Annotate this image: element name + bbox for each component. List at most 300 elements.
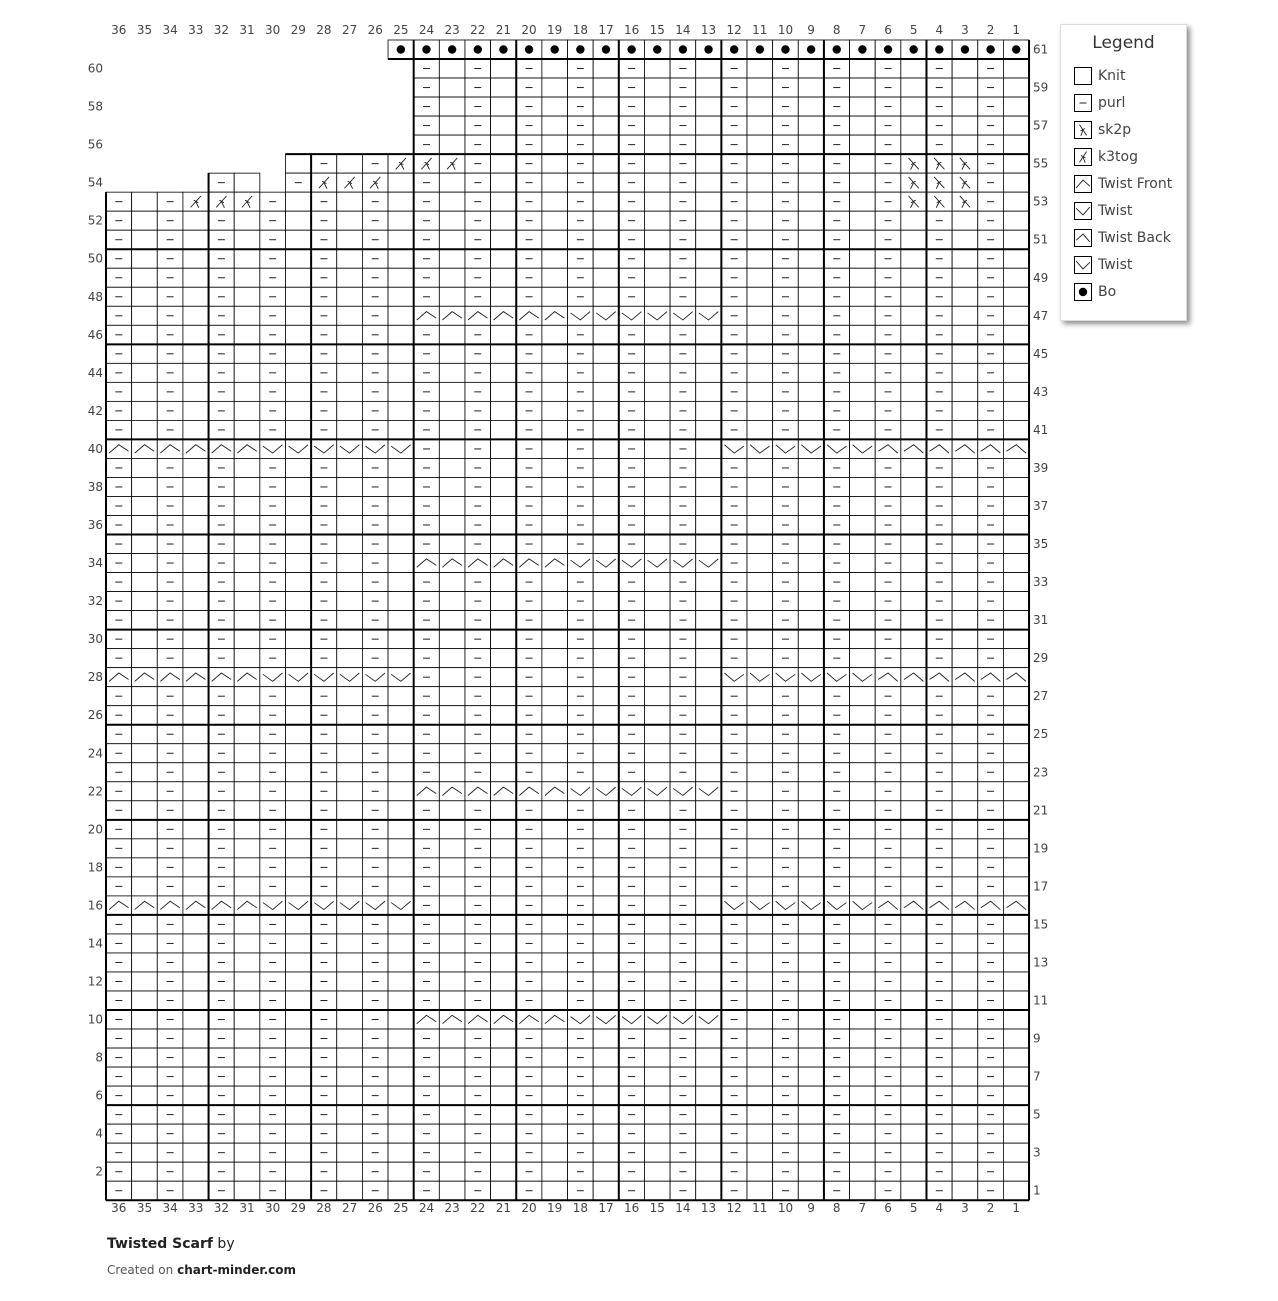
stitch-cell <box>747 173 773 192</box>
cell-box <box>798 382 824 401</box>
cell-box <box>593 687 619 706</box>
cell-box <box>901 116 927 135</box>
stitch-cell <box>593 363 619 382</box>
cell-box <box>696 649 722 668</box>
cell-box <box>798 706 824 725</box>
cell-box <box>1003 477 1029 496</box>
stitch-cell <box>542 344 568 363</box>
cell-box <box>491 477 517 496</box>
stitch-cell <box>362 820 388 839</box>
cell-box <box>952 535 978 554</box>
cell-box <box>952 516 978 535</box>
cell-box <box>183 363 209 382</box>
stitch-cell <box>773 496 799 515</box>
cell-box <box>798 211 824 230</box>
stitch-cell <box>362 839 388 858</box>
stitch-cell <box>260 306 286 325</box>
stitch-cell <box>978 934 1004 953</box>
cell-box <box>901 382 927 401</box>
stitch-cell <box>721 630 747 649</box>
cell-box <box>491 801 517 820</box>
stitch-cell <box>285 934 311 953</box>
stitch-cell <box>260 668 286 687</box>
stitch-cell <box>209 325 235 344</box>
stitch-cell <box>670 649 696 668</box>
stitch-cell <box>491 477 517 496</box>
stitch-cell <box>798 592 824 611</box>
cell-box <box>234 668 260 687</box>
stitch-cell <box>1003 344 1029 363</box>
stitch-cell <box>721 401 747 420</box>
stitch-cell <box>516 706 542 725</box>
stitch-cell <box>388 592 414 611</box>
stitch-cell <box>875 344 901 363</box>
stitch-cell <box>824 458 850 477</box>
stitch-cell <box>311 782 337 801</box>
cell-box <box>183 344 209 363</box>
stitch-cell <box>260 477 286 496</box>
stitch-cell <box>132 192 158 211</box>
cell-box <box>516 782 542 801</box>
cell-box <box>619 554 645 573</box>
cell-box <box>901 592 927 611</box>
cell-box <box>209 896 235 915</box>
stitch-cell <box>952 116 978 135</box>
stitch-cell <box>568 668 594 687</box>
stitch-cell <box>542 306 568 325</box>
stitch-cell <box>260 458 286 477</box>
stitch-cell <box>721 287 747 306</box>
stitch-cell <box>593 401 619 420</box>
stitch-cell <box>875 458 901 477</box>
bind-off-stitch <box>884 45 892 53</box>
stitch-cell <box>516 611 542 630</box>
stitch-cell <box>362 516 388 535</box>
stitch-cell <box>465 154 491 173</box>
stitch-cell <box>670 516 696 535</box>
stitch-cell <box>414 858 440 877</box>
stitch-cell <box>824 535 850 554</box>
stitch-cell <box>388 896 414 915</box>
stitch-cell <box>644 135 670 154</box>
cell-box <box>798 306 824 325</box>
stitch-cell <box>234 839 260 858</box>
cell-box <box>952 116 978 135</box>
cell-box <box>465 782 491 801</box>
stitch-cell <box>1003 592 1029 611</box>
stitch-cell <box>901 230 927 249</box>
stitch-cell <box>670 725 696 744</box>
stitch-cell <box>568 725 594 744</box>
stitch-cell <box>234 173 260 192</box>
stitch-cell <box>337 420 363 439</box>
stitch-cell <box>644 116 670 135</box>
stitch-cell <box>978 439 1004 458</box>
cell-box <box>747 230 773 249</box>
stitch-cell <box>798 858 824 877</box>
stitch-cell <box>311 344 337 363</box>
stitch-cell <box>593 763 619 782</box>
cell-box <box>337 325 363 344</box>
cell-box <box>388 687 414 706</box>
stitch-cell <box>311 477 337 496</box>
stitch-cell <box>234 611 260 630</box>
cell-box <box>234 268 260 287</box>
cell-box <box>696 782 722 801</box>
stitch-cell <box>619 744 645 763</box>
stitch-cell <box>285 211 311 230</box>
stitch-cell <box>157 934 183 953</box>
cell-box <box>850 687 876 706</box>
cell-box <box>901 97 927 116</box>
stitch-cell <box>721 516 747 535</box>
stitch-cell <box>747 192 773 211</box>
cell-box <box>1003 573 1029 592</box>
stitch-cell <box>875 668 901 687</box>
cell-box <box>491 573 517 592</box>
stitch-cell <box>157 535 183 554</box>
cell-box <box>491 268 517 287</box>
stitch-cell <box>234 915 260 934</box>
cell-box <box>747 439 773 458</box>
stitch-cell <box>696 896 722 915</box>
stitch-cell <box>542 287 568 306</box>
cell-box <box>439 782 465 801</box>
stitch-cell <box>542 915 568 934</box>
stitch-cell <box>311 725 337 744</box>
cell-box <box>234 287 260 306</box>
stitch-cell <box>337 896 363 915</box>
cell-box <box>952 915 978 934</box>
stitch-cell <box>311 934 337 953</box>
cell-box <box>670 306 696 325</box>
stitch-cell <box>875 135 901 154</box>
stitch-cell <box>568 839 594 858</box>
stitch-cell <box>926 439 952 458</box>
stitch-cell <box>952 192 978 211</box>
cell-box <box>568 554 594 573</box>
stitch-cell <box>798 325 824 344</box>
stitch-cell <box>952 78 978 97</box>
cell-box <box>696 59 722 78</box>
stitch-cell <box>824 516 850 535</box>
stitch-cell <box>311 649 337 668</box>
stitch-cell <box>209 573 235 592</box>
stitch-cell <box>491 934 517 953</box>
stitch-cell <box>362 706 388 725</box>
stitch-cell <box>670 496 696 515</box>
stitch-cell <box>362 782 388 801</box>
stitch-cell <box>568 59 594 78</box>
stitch-cell <box>157 420 183 439</box>
stitch-cell <box>747 306 773 325</box>
stitch-cell <box>644 573 670 592</box>
cell-box <box>132 344 158 363</box>
cell-box <box>234 725 260 744</box>
stitch-cell <box>311 401 337 420</box>
stitch-cell <box>798 306 824 325</box>
stitch-cell <box>414 268 440 287</box>
stitch-cell <box>747 820 773 839</box>
stitch-cell <box>773 516 799 535</box>
stitch-cell <box>491 782 517 801</box>
cell-box <box>439 592 465 611</box>
stitch-cell <box>157 801 183 820</box>
stitch-cell <box>362 306 388 325</box>
cell-box <box>516 554 542 573</box>
stitch-cell <box>824 97 850 116</box>
stitch-cell <box>157 516 183 535</box>
stitch-cell <box>619 896 645 915</box>
stitch-cell <box>670 763 696 782</box>
stitch-cell <box>516 325 542 344</box>
cell-box <box>132 839 158 858</box>
cell-box <box>850 611 876 630</box>
stitch-cell <box>157 287 183 306</box>
stitch-cell <box>875 78 901 97</box>
bind-off-stitch <box>474 45 482 53</box>
stitch-cell <box>978 363 1004 382</box>
stitch-cell <box>901 516 927 535</box>
stitch-cell <box>850 439 876 458</box>
cell-box <box>132 630 158 649</box>
stitch-cell <box>798 687 824 706</box>
cell-box <box>491 839 517 858</box>
cell-box <box>747 820 773 839</box>
stitch-cell <box>132 782 158 801</box>
stitch-cell <box>157 839 183 858</box>
stitch-cell <box>644 59 670 78</box>
stitch-cell <box>824 40 850 59</box>
stitch-cell <box>1003 135 1029 154</box>
stitch-cell <box>337 763 363 782</box>
cell-box <box>696 306 722 325</box>
stitch-cell <box>414 97 440 116</box>
cell-box <box>132 725 158 744</box>
stitch-cell <box>106 325 132 344</box>
cell-box <box>132 268 158 287</box>
stitch-cell <box>516 154 542 173</box>
stitch-cell <box>593 782 619 801</box>
cell-box <box>337 401 363 420</box>
cell-box <box>747 420 773 439</box>
cell-box <box>234 820 260 839</box>
stitch-cell <box>901 687 927 706</box>
cell-box <box>491 249 517 268</box>
cell-box <box>644 763 670 782</box>
cell-box <box>439 344 465 363</box>
stitch-cell <box>516 59 542 78</box>
stitch-cell <box>234 516 260 535</box>
stitch-cell <box>593 59 619 78</box>
stitch-cell <box>388 268 414 287</box>
stitch-cell <box>670 78 696 97</box>
stitch-cell <box>439 877 465 896</box>
cell-box <box>337 192 363 211</box>
cell-box <box>901 934 927 953</box>
stitch-cell <box>850 154 876 173</box>
cell-box <box>747 135 773 154</box>
stitch-cell <box>696 820 722 839</box>
stitch-cell <box>388 858 414 877</box>
stitch-cell <box>1003 363 1029 382</box>
cell-box <box>542 287 568 306</box>
stitch-cell <box>696 78 722 97</box>
stitch-cell <box>209 611 235 630</box>
stitch-cell <box>439 896 465 915</box>
cell-box <box>439 630 465 649</box>
stitch-cell <box>901 382 927 401</box>
stitch-cell <box>542 839 568 858</box>
stitch-cell <box>696 249 722 268</box>
stitch-cell <box>850 763 876 782</box>
cell-box <box>901 477 927 496</box>
stitch-cell <box>670 287 696 306</box>
cell-box <box>183 249 209 268</box>
stitch-cell <box>747 668 773 687</box>
cell-box <box>491 592 517 611</box>
stitch-cell <box>824 782 850 801</box>
cell-box <box>696 97 722 116</box>
cell-box <box>696 934 722 953</box>
stitch-cell <box>285 382 311 401</box>
cell-box <box>388 649 414 668</box>
cell-box <box>1003 592 1029 611</box>
stitch-cell <box>875 630 901 649</box>
cell-box <box>644 268 670 287</box>
stitch-cell <box>824 858 850 877</box>
cell-box <box>696 573 722 592</box>
stitch-cell <box>747 858 773 877</box>
cell-box <box>183 516 209 535</box>
stitch-cell <box>132 458 158 477</box>
cell-box <box>439 135 465 154</box>
stitch-cell <box>568 116 594 135</box>
stitch-cell <box>798 535 824 554</box>
cell-box <box>388 268 414 287</box>
cell-box <box>798 249 824 268</box>
cell-box <box>593 611 619 630</box>
stitch-cell <box>952 420 978 439</box>
stitch-cell <box>824 668 850 687</box>
stitch-cell <box>824 420 850 439</box>
cell-box <box>439 496 465 515</box>
cell-box <box>439 401 465 420</box>
stitch-cell <box>747 496 773 515</box>
cell-box <box>952 858 978 877</box>
stitch-cell <box>337 325 363 344</box>
stitch-cell <box>824 344 850 363</box>
stitch-cell <box>875 801 901 820</box>
stitch-cell <box>465 306 491 325</box>
cell-box <box>234 592 260 611</box>
stitch-cell <box>439 801 465 820</box>
cell-box <box>491 325 517 344</box>
stitch-cell <box>516 135 542 154</box>
stitch-cell <box>926 896 952 915</box>
cell-box <box>850 915 876 934</box>
cell-box <box>183 630 209 649</box>
stitch-cell <box>285 820 311 839</box>
stitch-cell <box>850 59 876 78</box>
stitch-cell <box>465 496 491 515</box>
stitch-cell <box>285 363 311 382</box>
stitch-cell <box>978 915 1004 934</box>
stitch-cell <box>824 877 850 896</box>
stitch-cell <box>568 173 594 192</box>
stitch-cell <box>670 230 696 249</box>
stitch-cell <box>516 496 542 515</box>
cell-box <box>747 249 773 268</box>
stitch-cell <box>439 40 465 59</box>
stitch-cell <box>773 325 799 344</box>
cell-box <box>619 306 645 325</box>
stitch-cell <box>901 820 927 839</box>
cell-box <box>285 325 311 344</box>
stitch-cell <box>414 135 440 154</box>
stitch-cell <box>1003 820 1029 839</box>
cell-box <box>285 820 311 839</box>
stitch-cell <box>850 344 876 363</box>
cell-box <box>798 477 824 496</box>
stitch-cell <box>619 40 645 59</box>
stitch-cell <box>132 896 158 915</box>
stitch-cell <box>439 401 465 420</box>
stitch-cell <box>285 839 311 858</box>
cell-box <box>132 896 158 915</box>
stitch-cell <box>721 535 747 554</box>
stitch-cell <box>1003 458 1029 477</box>
stitch-cell <box>773 344 799 363</box>
stitch-cell <box>491 97 517 116</box>
cell-box <box>439 839 465 858</box>
stitch-cell <box>388 953 414 972</box>
stitch-cell <box>362 439 388 458</box>
stitch-cell <box>260 953 286 972</box>
cell-box <box>337 420 363 439</box>
cell-box <box>439 249 465 268</box>
cell-box <box>132 915 158 934</box>
stitch-cell <box>593 116 619 135</box>
stitch-cell <box>465 59 491 78</box>
stitch-cell <box>798 40 824 59</box>
cell-box <box>542 325 568 344</box>
stitch-cell <box>875 592 901 611</box>
cell-box <box>644 420 670 439</box>
stitch-cell <box>619 725 645 744</box>
cell-box <box>593 592 619 611</box>
cell-box <box>850 668 876 687</box>
stitch-cell <box>901 801 927 820</box>
cell-box <box>696 363 722 382</box>
stitch-cell <box>414 744 440 763</box>
stitch-cell <box>798 630 824 649</box>
stitch-cell <box>260 325 286 344</box>
cell-box <box>593 268 619 287</box>
stitch-cell <box>593 649 619 668</box>
stitch-cell <box>670 477 696 496</box>
stitch-cell <box>106 287 132 306</box>
cell-box <box>850 820 876 839</box>
cell-box <box>901 763 927 782</box>
stitch-cell <box>542 516 568 535</box>
cell-box <box>952 135 978 154</box>
stitch-cell <box>234 763 260 782</box>
stitch-cell <box>824 306 850 325</box>
stitch-cell <box>696 116 722 135</box>
cell-box <box>644 516 670 535</box>
stitch-cell <box>798 934 824 953</box>
